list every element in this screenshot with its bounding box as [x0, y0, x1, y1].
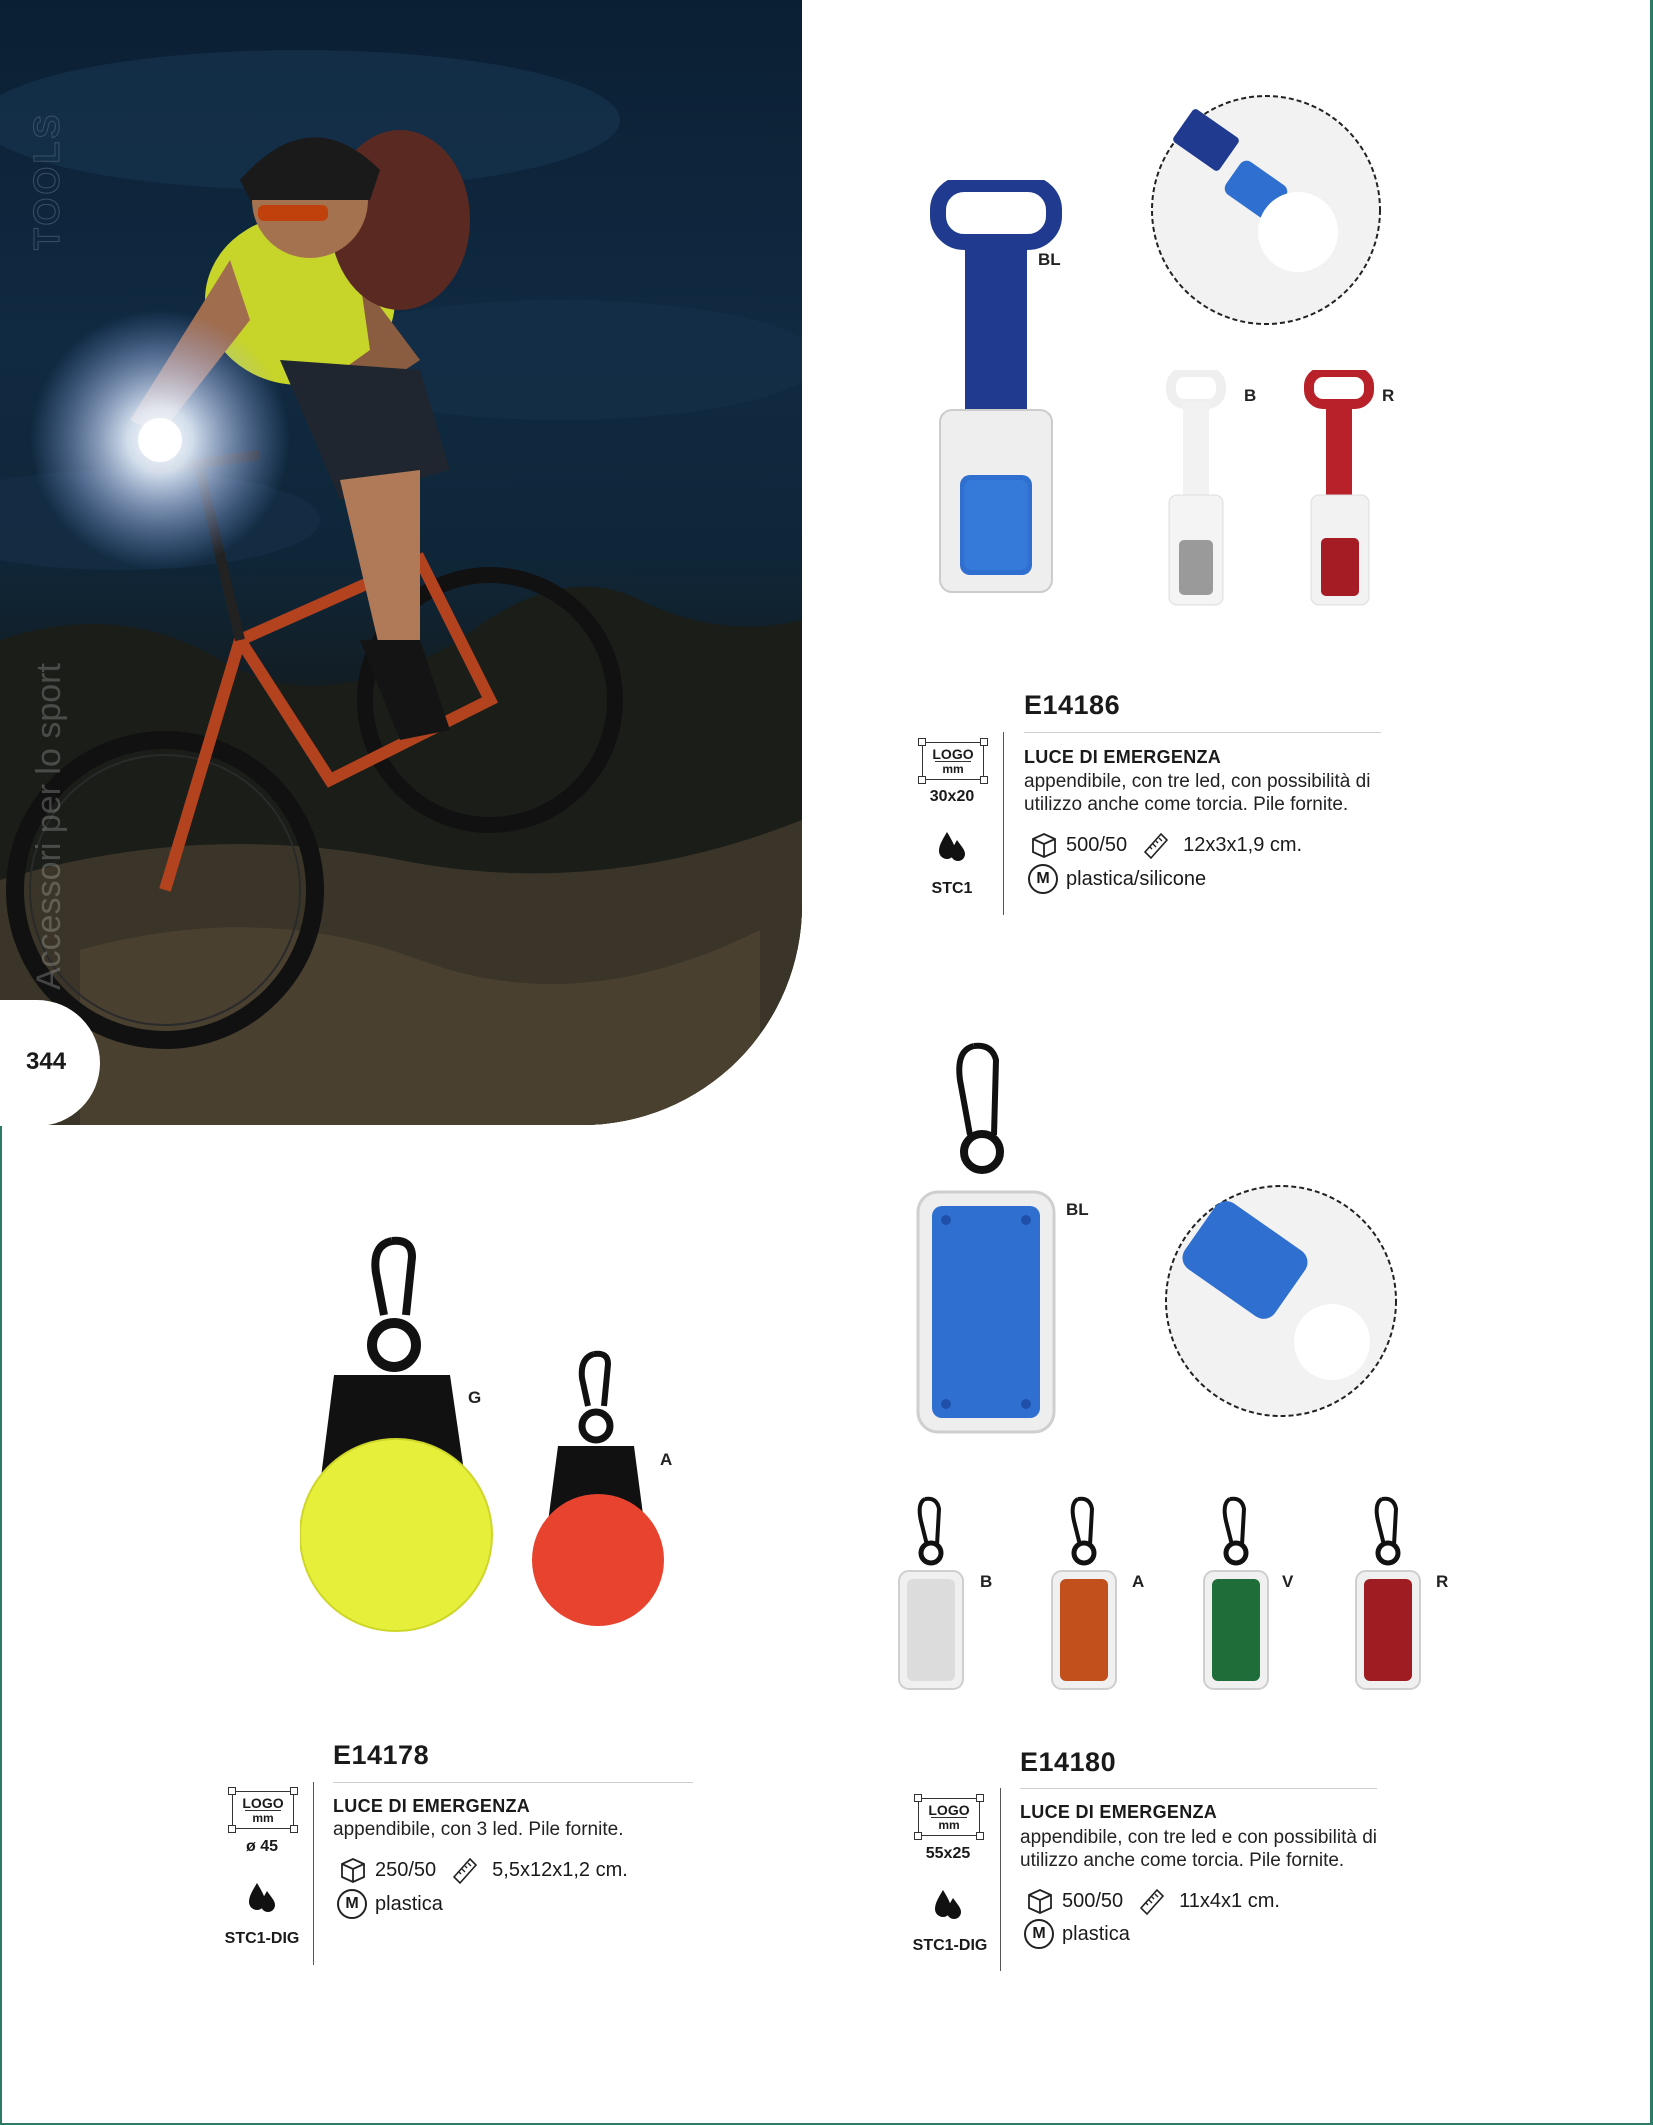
- product-detail-e14186-torch: [1148, 92, 1384, 328]
- variant-label: B: [1244, 386, 1257, 405]
- product-image-e14178-yellow: [300, 1235, 500, 1655]
- print-method: STC1-DIG: [224, 1930, 300, 1947]
- spec-row-material: [1024, 1919, 1130, 1949]
- spec-row-material: [337, 1889, 443, 1919]
- product-image-e14180-red: [1352, 1495, 1424, 1695]
- material: plastica: [375, 1892, 443, 1915]
- hero-photo-cyclist: [0, 0, 802, 1125]
- ink-drop-icon: [933, 1888, 963, 1920]
- divider: [1024, 732, 1381, 733]
- side-caption: Accessori per lo sport: [30, 663, 68, 990]
- product-description: appendibile, con tre led, con possibilità di utilizzo anche come torcia. Pile fornite.: [1024, 771, 1371, 815]
- variant-label: B: [980, 1572, 993, 1591]
- spec-row-material: [1028, 864, 1206, 894]
- product-description: appendibile, con 3 led. Pile fornite.: [333, 1819, 624, 1840]
- print-method: STC1: [931, 880, 973, 897]
- ink-drop-icon: [937, 830, 967, 862]
- material: plastica: [1062, 1922, 1130, 1945]
- variant-label: A: [660, 1450, 673, 1469]
- product-image-e14186-red: [1303, 370, 1375, 610]
- product-description: appendibile, con tre led e con possibilità di utilizzo anche come torcia. Pile fornite.: [1020, 1827, 1378, 1871]
- ruler-icon: [1137, 1886, 1167, 1916]
- section-label: TOOLS: [26, 111, 67, 250]
- product-image-e14180-orange: [1048, 1495, 1120, 1695]
- product-detail-e14180-torch: [1162, 1182, 1400, 1420]
- box-icon: [1026, 1887, 1054, 1915]
- divider: [1020, 1788, 1377, 1789]
- spec-row-pack-size: [1030, 830, 1302, 860]
- product-image-e14180-green: [1200, 1495, 1272, 1695]
- product-title: LUCE DI EMERGENZA: [1020, 1802, 1218, 1822]
- divider-vertical: [1003, 732, 1004, 915]
- spec-row-pack-size: [1026, 1886, 1280, 1916]
- variant-label: BL: [1038, 250, 1061, 269]
- logo-area-icon: LOGO mm: [922, 742, 984, 780]
- product-title: LUCE DI EMERGENZA: [333, 1796, 531, 1816]
- variant-label: R: [1436, 1572, 1449, 1591]
- material-icon: M: [337, 1889, 367, 1919]
- box-icon: [1030, 831, 1058, 859]
- logo-size: 30x20: [929, 788, 975, 805]
- material-icon: M: [1024, 1919, 1054, 1949]
- variant-label: R: [1382, 386, 1395, 405]
- product-title: LUCE DI EMERGENZA: [1024, 747, 1222, 767]
- product-code: E14186: [1024, 690, 1121, 720]
- page-number: 344: [26, 1048, 67, 1075]
- logo-size: ø 45: [245, 1838, 278, 1855]
- spec-row-pack-size: [339, 1855, 628, 1885]
- dimensions: 5,5x12x1,2 cm.: [492, 1858, 628, 1881]
- variant-label: G: [468, 1388, 482, 1407]
- product-code: E14178: [333, 1740, 430, 1770]
- box-icon: [339, 1856, 367, 1884]
- product-code: E14180: [1020, 1747, 1117, 1777]
- ruler-icon: [450, 1855, 480, 1885]
- product-image-e14178-orange: [530, 1350, 673, 1640]
- logo-area-icon: LOGO mm: [232, 1791, 294, 1829]
- logo-area-icon: LOGO mm: [918, 1798, 980, 1836]
- material-icon: M: [1028, 864, 1058, 894]
- divider: [333, 1782, 693, 1783]
- packaging: 500/50: [1066, 833, 1128, 856]
- product-image-e14186-white: [1165, 370, 1227, 610]
- packaging: 500/50: [1062, 1889, 1124, 1912]
- logo-size: 55x25: [925, 1845, 971, 1862]
- cyclist-illustration: [0, 0, 802, 1125]
- ruler-icon: [1141, 830, 1171, 860]
- product-image-e14186-blue: [930, 180, 1070, 600]
- material: plastica/silicone: [1066, 867, 1207, 890]
- divider-vertical: [313, 1782, 314, 1965]
- ink-drop-icon: [247, 1881, 277, 1913]
- variant-label: BL: [1066, 1200, 1089, 1219]
- dimensions: 12x3x1,9 cm.: [1183, 833, 1303, 856]
- variant-label: V: [1282, 1572, 1294, 1591]
- print-method: STC1-DIG: [912, 1937, 988, 1954]
- divider-vertical: [1000, 1788, 1001, 1971]
- variant-label: A: [1132, 1572, 1145, 1591]
- product-image-e14180-blue: [912, 1040, 1062, 1440]
- packaging: 250/50: [375, 1858, 437, 1881]
- product-image-e14180-white: [895, 1495, 967, 1695]
- dimensions: 11x4x1 cm.: [1179, 1889, 1280, 1912]
